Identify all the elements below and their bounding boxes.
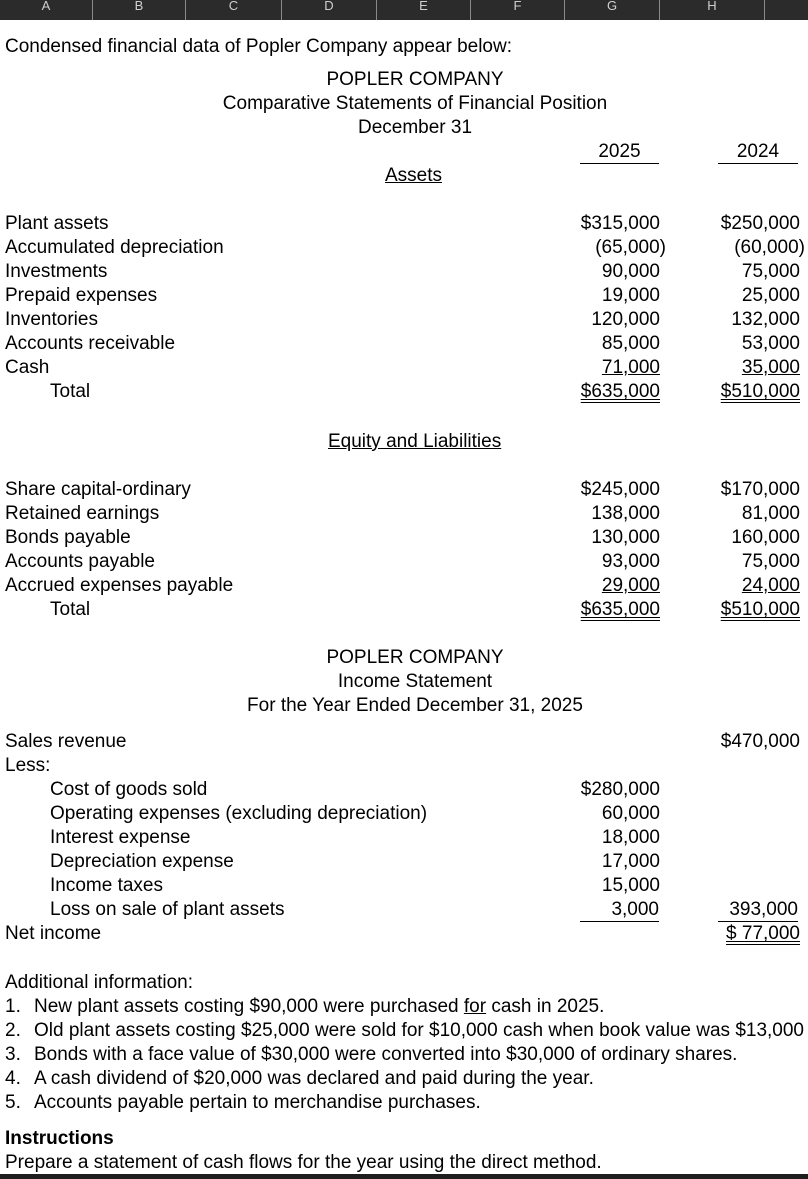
total-2025: [540, 598, 660, 621]
expense-value: 3,000: [580, 898, 659, 922]
expense-label: Loss on sale of plant assets: [50, 899, 285, 920]
value-2024: 75,000: [741, 261, 800, 282]
sfp-company: POPLER COMPANY: [326, 69, 504, 90]
value-2025: 85,000: [601, 333, 660, 354]
list-text: A cash dividend of $20,000 was declared and paid during the year.: [34, 1068, 594, 1089]
for-link[interactable]: for: [463, 996, 487, 1017]
total-2024: [680, 380, 800, 403]
list-text: Accounts payable pertain to merchandise purchases.: [34, 1092, 481, 1113]
row-label: Accounts receivable: [5, 333, 176, 354]
list-number: 5.: [5, 1092, 21, 1113]
row-label: Cash: [5, 357, 50, 378]
column-header-e[interactable]: E: [377, 0, 471, 20]
value-2024: 25,000: [741, 285, 800, 306]
value-2024: 160,000: [731, 527, 800, 548]
value-2025: 93,000: [601, 551, 660, 572]
value-2024: 132,000: [731, 309, 800, 330]
list-number: 3.: [5, 1044, 21, 1065]
row-label: Inventories: [5, 309, 98, 330]
expense-label: Interest expense: [50, 827, 191, 848]
equity-liabilities-heading: Equity and Liabilities: [328, 431, 502, 452]
value-text: 29,000: [601, 575, 660, 596]
row-label: Accumulated depreciation: [5, 237, 224, 258]
bottom-border: [0, 1174, 808, 1179]
instructions-heading: Instructions: [5, 1128, 114, 1149]
expense-value: 60,000: [601, 803, 660, 824]
list-number: 2.: [5, 1020, 21, 1041]
sales-revenue-label: Sales revenue: [5, 731, 127, 752]
is-company: POPLER COMPANY: [326, 647, 504, 668]
sales-revenue-value: $470,000: [720, 731, 800, 752]
value-2024: [680, 574, 800, 597]
additional-info-heading: Additional information:: [5, 972, 193, 993]
less-label: Less:: [5, 755, 51, 776]
value-text: $635,000: [580, 599, 660, 620]
value-2025: 120,000: [591, 309, 660, 330]
value-2025: 19,000: [601, 285, 660, 306]
expense-value: 17,000: [601, 851, 660, 872]
expense-label: Operating expenses (excluding depreciation): [50, 803, 428, 824]
net-income-label: Net income: [5, 923, 102, 944]
column-header-c[interactable]: C: [186, 0, 282, 20]
row-label: Prepaid expenses: [5, 285, 158, 306]
row-label: Bonds payable: [5, 527, 131, 548]
expense-label: Depreciation expense: [50, 851, 234, 872]
value-text: $510,000: [720, 599, 800, 620]
value-2025: 130,000: [591, 527, 660, 548]
sfp-date: December 31: [357, 117, 473, 138]
assets-heading: Assets: [385, 165, 443, 186]
total-label: Total: [50, 599, 91, 620]
list-text: Old plant assets costing $25,000 were sold for $10,000 cash when book value was $13,000: [34, 1020, 805, 1041]
list-text-part: New plant assets costing $90,000 were purchased: [34, 996, 464, 1017]
value-2025: [540, 574, 660, 597]
total-expenses-value: 393,000: [718, 898, 798, 922]
expense-label: Income taxes: [50, 875, 163, 896]
value-2025: [540, 356, 660, 379]
value-2025: $315,000: [580, 213, 660, 234]
value-2025: 138,000: [591, 503, 660, 524]
value-text: 71,000: [601, 357, 660, 378]
value-text: $635,000: [580, 381, 660, 402]
row-label: Retained earnings: [5, 503, 160, 524]
expense-value: 15,000: [601, 875, 660, 896]
value-2024: $250,000: [720, 213, 800, 234]
value-2025: $245,000: [580, 479, 660, 500]
column-header-h[interactable]: H: [660, 0, 765, 20]
value-2024: 53,000: [741, 333, 800, 354]
value-2024: 75,000: [741, 551, 800, 572]
value-text: $ 77,000: [726, 923, 800, 944]
expense-value: 18,000: [601, 827, 660, 848]
column-header-a[interactable]: A: [0, 0, 93, 20]
sfp-title: Comparative Statements of Financial Position: [222, 93, 608, 114]
list-number: 1.: [5, 996, 21, 1017]
column-header-g[interactable]: G: [565, 0, 660, 20]
total-2024: [680, 598, 800, 621]
column-header-d[interactable]: D: [282, 0, 377, 20]
list-text: Bonds with a face value of $30,000 were converted into $30,000 of ordinary shares.: [34, 1044, 738, 1065]
column-header-f[interactable]: F: [471, 0, 565, 20]
list-text: [34, 995, 604, 1018]
row-label: Plant assets: [5, 213, 109, 234]
row-label: Accounts payable: [5, 551, 155, 572]
value-2024: (60,000): [734, 237, 805, 258]
expense-value: $280,000: [580, 779, 660, 800]
row-label: Share capital-ordinary: [5, 479, 191, 500]
column-header-b[interactable]: B: [93, 0, 186, 20]
value-2024: 81,000: [741, 503, 800, 524]
instructions-text: Prepare a statement of cash flows for the year using the direct method.: [5, 1152, 602, 1173]
row-label: Investments: [5, 261, 108, 282]
row-label: Accrued expenses payable: [5, 575, 234, 596]
value-text: 35,000: [741, 357, 800, 378]
column-header-bar: [0, 0, 808, 20]
list-text-part: cash in 2025.: [486, 996, 605, 1017]
net-income-value: [680, 922, 800, 945]
list-number: 4.: [5, 1068, 21, 1089]
intro-text: Condensed financial data of Popler Company appear below:: [5, 36, 512, 57]
value-2025: 90,000: [601, 261, 660, 282]
year-2025-header: 2025: [580, 140, 659, 164]
value-text: $510,000: [720, 381, 800, 402]
value-2024: $170,000: [720, 479, 800, 500]
value-2025: (65,000): [595, 237, 666, 258]
total-label: Total: [50, 381, 91, 402]
value-text: 24,000: [741, 575, 800, 596]
total-2025: [540, 380, 660, 403]
is-period: For the Year Ended December 31, 2025: [247, 695, 583, 716]
year-2024-header: 2024: [718, 140, 798, 164]
is-title: Income Statement: [337, 671, 493, 692]
expense-label: Cost of goods sold: [50, 779, 208, 800]
value-2024: [680, 356, 800, 379]
